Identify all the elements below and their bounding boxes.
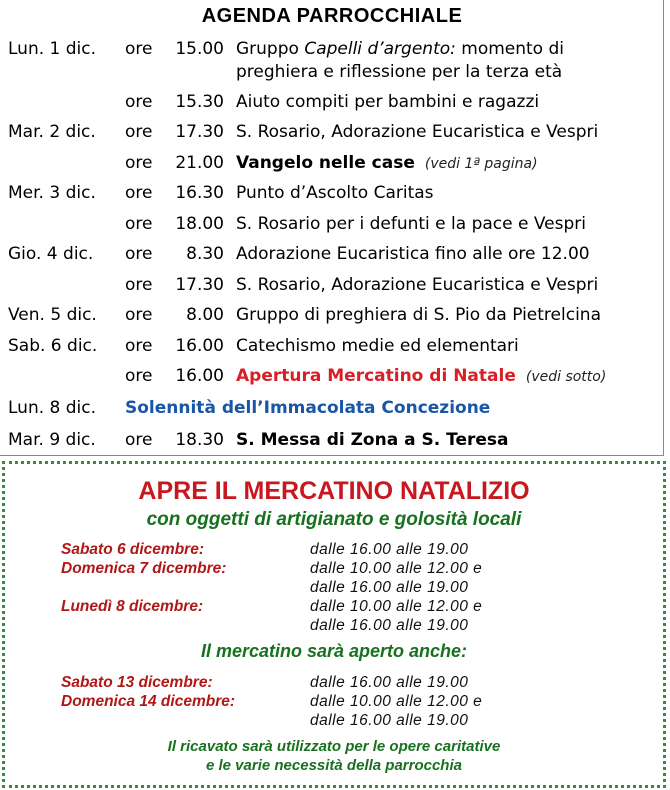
agenda-desc	[236, 365, 606, 389]
agenda-day: Mar. 9 dic.	[8, 430, 96, 450]
agenda-time: 18.30	[175, 430, 224, 450]
agenda-day: Gio. 4 dic.	[8, 244, 94, 264]
schedule-day: Lunedì 8 dicembre:	[61, 598, 204, 615]
agenda-ore: ore	[125, 430, 153, 450]
mercatino-also-open: Il mercatino sarà aperto anche:	[200, 641, 468, 661]
schedule-hours: dalle 10.00 alle 12.00 e	[310, 598, 483, 615]
agenda-ore: ore	[125, 336, 153, 356]
agenda-time: 16.00	[175, 366, 224, 386]
mercatino-footer: e le varie necessità della parrocchia	[206, 757, 462, 774]
agenda-time: 18.00	[175, 214, 224, 234]
schedule-day: Sabato 6 dicembre:	[61, 541, 204, 558]
agenda-time: 17.30	[175, 275, 224, 295]
agenda-day: Mer. 3 dic.	[8, 183, 96, 203]
schedule-day: Domenica 14 dicembre:	[61, 693, 236, 710]
agenda-ore: ore	[125, 214, 153, 234]
agenda-ore: ore	[125, 39, 153, 59]
agenda-desc: S. Rosario, Adorazione Eucaristica e Vespri	[236, 122, 599, 142]
agenda-desc: Aiuto compiti per bambini e ragazzi	[236, 92, 540, 112]
schedule-hours: dalle 10.00 alle 12.00 e	[310, 560, 483, 577]
agenda-day: Ven. 5 dic.	[8, 305, 97, 325]
agenda-desc: S. Messa di Zona a S. Teresa	[236, 430, 509, 450]
agenda-desc-group-name: Capelli d’argento:	[304, 39, 456, 59]
agenda-ore: ore	[125, 183, 153, 203]
schedule-hours: dalle 16.00 alle 19.00	[310, 674, 469, 691]
schedule-hours: dalle 10.00 alle 12.00 e	[310, 693, 483, 710]
schedule-hours: dalle 16.00 alle 19.00	[310, 617, 469, 634]
mercatino-subtitle: con oggetti di artigianato e golosità locali	[146, 509, 522, 530]
agenda-note: (vedi sotto)	[525, 369, 607, 385]
agenda-ore: ore	[125, 153, 153, 173]
agenda-ore: ore	[125, 92, 153, 112]
agenda-time: 16.00	[175, 336, 224, 356]
agenda-time: 21.00	[175, 153, 224, 173]
schedule-day: Sabato 13 dicembre:	[61, 674, 213, 691]
agenda-note: (vedi 1ª pagina)	[424, 156, 538, 172]
agenda-day: Sab. 6 dic.	[8, 336, 98, 356]
agenda-desc-highlight: Apertura Mercatino di Natale	[236, 366, 516, 386]
agenda-time: 17.30	[175, 122, 224, 142]
agenda-ore: ore	[125, 305, 153, 325]
agenda-desc: Gruppo di preghiera di S. Pio da Pietrelcina	[236, 305, 601, 325]
agenda-title: AGENDA PARROCCHIALE	[201, 5, 463, 27]
agenda-desc-pre: Gruppo	[236, 39, 305, 59]
agenda-day: Mar. 2 dic.	[8, 122, 96, 142]
agenda-time: 8.00	[186, 305, 224, 325]
agenda-day: Lun. 1 dic.	[8, 39, 97, 59]
agenda-ore: ore	[125, 275, 153, 295]
agenda-desc	[236, 152, 538, 176]
schedule-hours: dalle 16.00 alle 19.00	[310, 541, 469, 558]
agenda-ore: ore	[125, 366, 153, 386]
agenda-desc: Catechismo medie ed elementari	[236, 336, 519, 356]
agenda-ore: ore	[125, 122, 153, 142]
agenda-time: 15.00	[175, 39, 224, 59]
mercatino-box	[2, 461, 666, 788]
agenda-feast: Solennità dell’Immacolata Concezione	[125, 398, 491, 418]
agenda-time: 16.30	[175, 183, 224, 203]
agenda-desc: Adorazione Eucaristica fino alle ore 12.00	[236, 244, 590, 264]
agenda-desc-post: momento di	[455, 39, 565, 59]
agenda-time: 8.30	[186, 244, 224, 264]
agenda-desc-highlight: Vangelo nelle case	[236, 153, 415, 173]
mercatino-title: APRE IL MERCATINO NATALIZIO	[138, 477, 530, 505]
agenda-desc-continued: preghiera e riflessione per la terza età	[236, 62, 563, 82]
schedule-day: Domenica 7 dicembre:	[61, 560, 227, 577]
schedule-hours: dalle 16.00 alle 19.00	[310, 579, 469, 596]
agenda-desc	[236, 38, 564, 61]
agenda-desc: S. Rosario per i defunti e la pace e Vespri	[236, 214, 587, 234]
agenda-time: 15.30	[175, 92, 224, 112]
agenda-day: Lun. 8 dic.	[8, 398, 97, 418]
mercatino-footer: Il ricavato sarà utilizzato per le opere caritative	[167, 738, 501, 755]
agenda-ore: ore	[125, 244, 153, 264]
schedule-hours: dalle 16.00 alle 19.00	[310, 712, 469, 729]
agenda-desc: S. Rosario, Adorazione Eucaristica e Vespri	[236, 275, 599, 295]
agenda-desc: Punto d’Ascolto Caritas	[236, 183, 434, 203]
